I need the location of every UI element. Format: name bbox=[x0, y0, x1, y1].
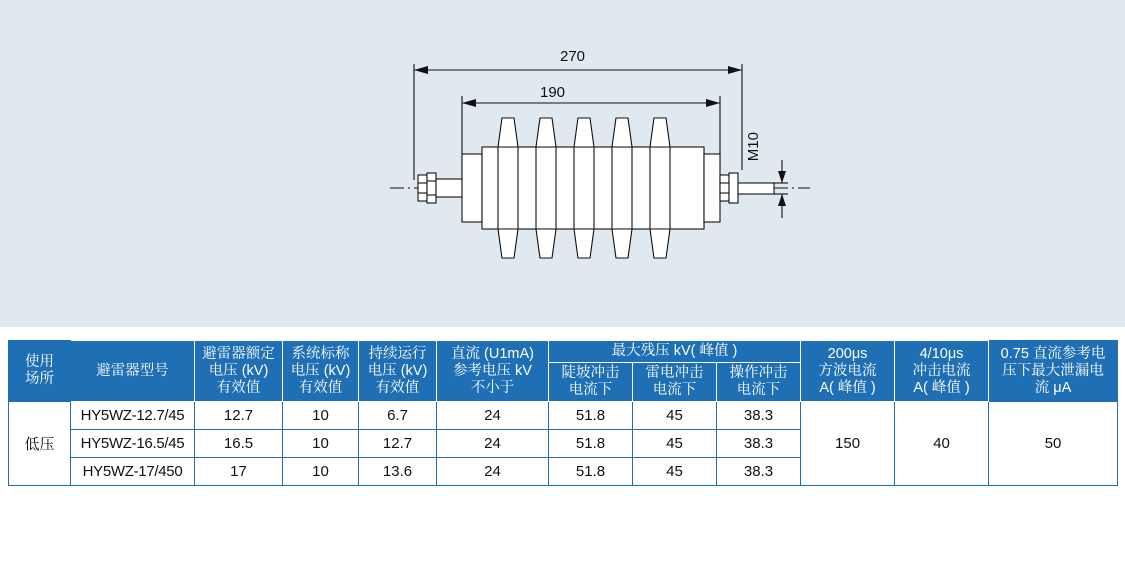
cell-rated-voltage: 12.7 bbox=[195, 402, 283, 430]
cell-leakage-current: 50 bbox=[989, 402, 1118, 486]
cell-steep: 51.8 bbox=[549, 458, 633, 486]
table-header-row-1 bbox=[9, 341, 1118, 363]
cell-square-wave-current: 150 bbox=[801, 402, 895, 486]
specification-table-container bbox=[8, 340, 1117, 486]
cell-dc-reference: 24 bbox=[437, 458, 549, 486]
header-continuous-voltage bbox=[359, 341, 437, 402]
header-steep-front-current bbox=[549, 363, 633, 402]
cell-rated-voltage: 17 bbox=[195, 458, 283, 486]
cell-continuous-voltage: 13.6 bbox=[359, 458, 437, 486]
header-switching-line2: 电流下 bbox=[736, 382, 781, 399]
header-switching-line1: 操作冲击 bbox=[729, 365, 788, 382]
header-switching-current bbox=[717, 363, 801, 402]
header-dc-reference-line2: 参考电压 kV bbox=[453, 362, 532, 379]
header-system-voltage bbox=[283, 341, 359, 402]
header-continuous-voltage-line1: 持续运行 bbox=[368, 345, 427, 362]
cell-dc-reference: 24 bbox=[437, 402, 549, 430]
cell-lightning: 45 bbox=[633, 402, 717, 430]
cell-model: HY5WZ-17/450 bbox=[71, 458, 195, 486]
header-rated-voltage bbox=[195, 341, 283, 402]
header-max-residual-voltage: 最大残压 kV( 峰值 ) bbox=[549, 341, 801, 363]
cell-switching: 38.3 bbox=[717, 430, 801, 458]
header-steep-line1: 陡坡冲击 bbox=[561, 365, 620, 382]
header-dc-reference-line1: 直流 (U1mA) bbox=[451, 345, 534, 362]
header-impulse-line2: 冲击电流 bbox=[912, 362, 971, 379]
header-continuous-voltage-line2: 电压 (kV) bbox=[367, 362, 428, 379]
header-usage-line2: 场所 bbox=[25, 371, 54, 388]
header-square-wave-current bbox=[801, 341, 895, 402]
cell-continuous-voltage: 6.7 bbox=[359, 402, 437, 430]
header-lightning-current bbox=[633, 363, 717, 402]
header-impulse-line1: 4/10μs bbox=[919, 345, 964, 362]
cell-steep: 51.8 bbox=[549, 402, 633, 430]
header-square-wave-line3: A( 峰值 ) bbox=[819, 379, 876, 396]
cell-system-voltage: 10 bbox=[283, 402, 359, 430]
header-dc-reference-line3: 不小于 bbox=[470, 379, 515, 396]
header-system-voltage-line3: 有效值 bbox=[298, 379, 343, 396]
header-leakage-current bbox=[989, 341, 1118, 402]
header-leakage-line2: 压下最大泄漏电 bbox=[1002, 362, 1104, 379]
cell-impulse-current: 40 bbox=[895, 402, 989, 486]
cell-system-voltage: 10 bbox=[283, 430, 359, 458]
header-leakage-line1: 0.75 直流参考电 bbox=[1000, 345, 1106, 362]
header-system-voltage-line1: 系统标称 bbox=[291, 345, 350, 362]
cell-system-voltage: 10 bbox=[283, 458, 359, 486]
header-leakage-line3: 流 μA bbox=[1034, 379, 1072, 396]
cell-usage-group: 低压 bbox=[9, 402, 71, 486]
dimension-label-total: 270 bbox=[560, 48, 586, 65]
header-impulse-current bbox=[895, 341, 989, 402]
cell-model: HY5WZ-12.7/45 bbox=[71, 402, 195, 430]
cell-rated-voltage: 16.5 bbox=[195, 430, 283, 458]
header-model: 避雷器型号 bbox=[71, 341, 195, 402]
specification-table bbox=[8, 340, 1118, 486]
cell-model: HY5WZ-16.5/45 bbox=[71, 430, 195, 458]
header-square-wave-line2: 方波电流 bbox=[818, 362, 877, 379]
header-continuous-voltage-line3: 有效值 bbox=[375, 379, 420, 396]
header-rated-voltage-line2: 电压 (kV) bbox=[208, 362, 269, 379]
header-impulse-line3: A( 峰值 ) bbox=[913, 379, 970, 396]
header-system-voltage-line2: 电压 (kV) bbox=[290, 362, 351, 379]
cell-lightning: 45 bbox=[633, 430, 717, 458]
dimension-label-body: 190 bbox=[540, 84, 566, 101]
header-square-wave-line1: 200μs bbox=[827, 345, 868, 362]
cell-lightning: 45 bbox=[633, 458, 717, 486]
dimension-label-thread: M10 bbox=[745, 132, 762, 162]
header-rated-voltage-line3: 有效值 bbox=[216, 379, 261, 396]
header-lightning-line2: 电流下 bbox=[652, 382, 697, 399]
cell-continuous-voltage: 12.7 bbox=[359, 430, 437, 458]
header-dc-reference-voltage bbox=[437, 341, 549, 402]
cell-switching: 38.3 bbox=[717, 458, 801, 486]
table-body bbox=[9, 402, 1118, 486]
table-row bbox=[9, 402, 1118, 430]
header-usage-line1: 使用 bbox=[25, 354, 54, 371]
header-lightning-line1: 雷电冲击 bbox=[645, 365, 704, 382]
cell-switching: 38.3 bbox=[717, 402, 801, 430]
header-steep-line2: 电流下 bbox=[568, 382, 613, 399]
cell-steep: 51.8 bbox=[549, 430, 633, 458]
drawing-canvas bbox=[390, 40, 810, 280]
cell-dc-reference: 24 bbox=[437, 430, 549, 458]
header-rated-voltage-line1: 避雷器额定 bbox=[202, 345, 275, 362]
table-header bbox=[9, 341, 1118, 402]
header-usage bbox=[9, 341, 71, 402]
